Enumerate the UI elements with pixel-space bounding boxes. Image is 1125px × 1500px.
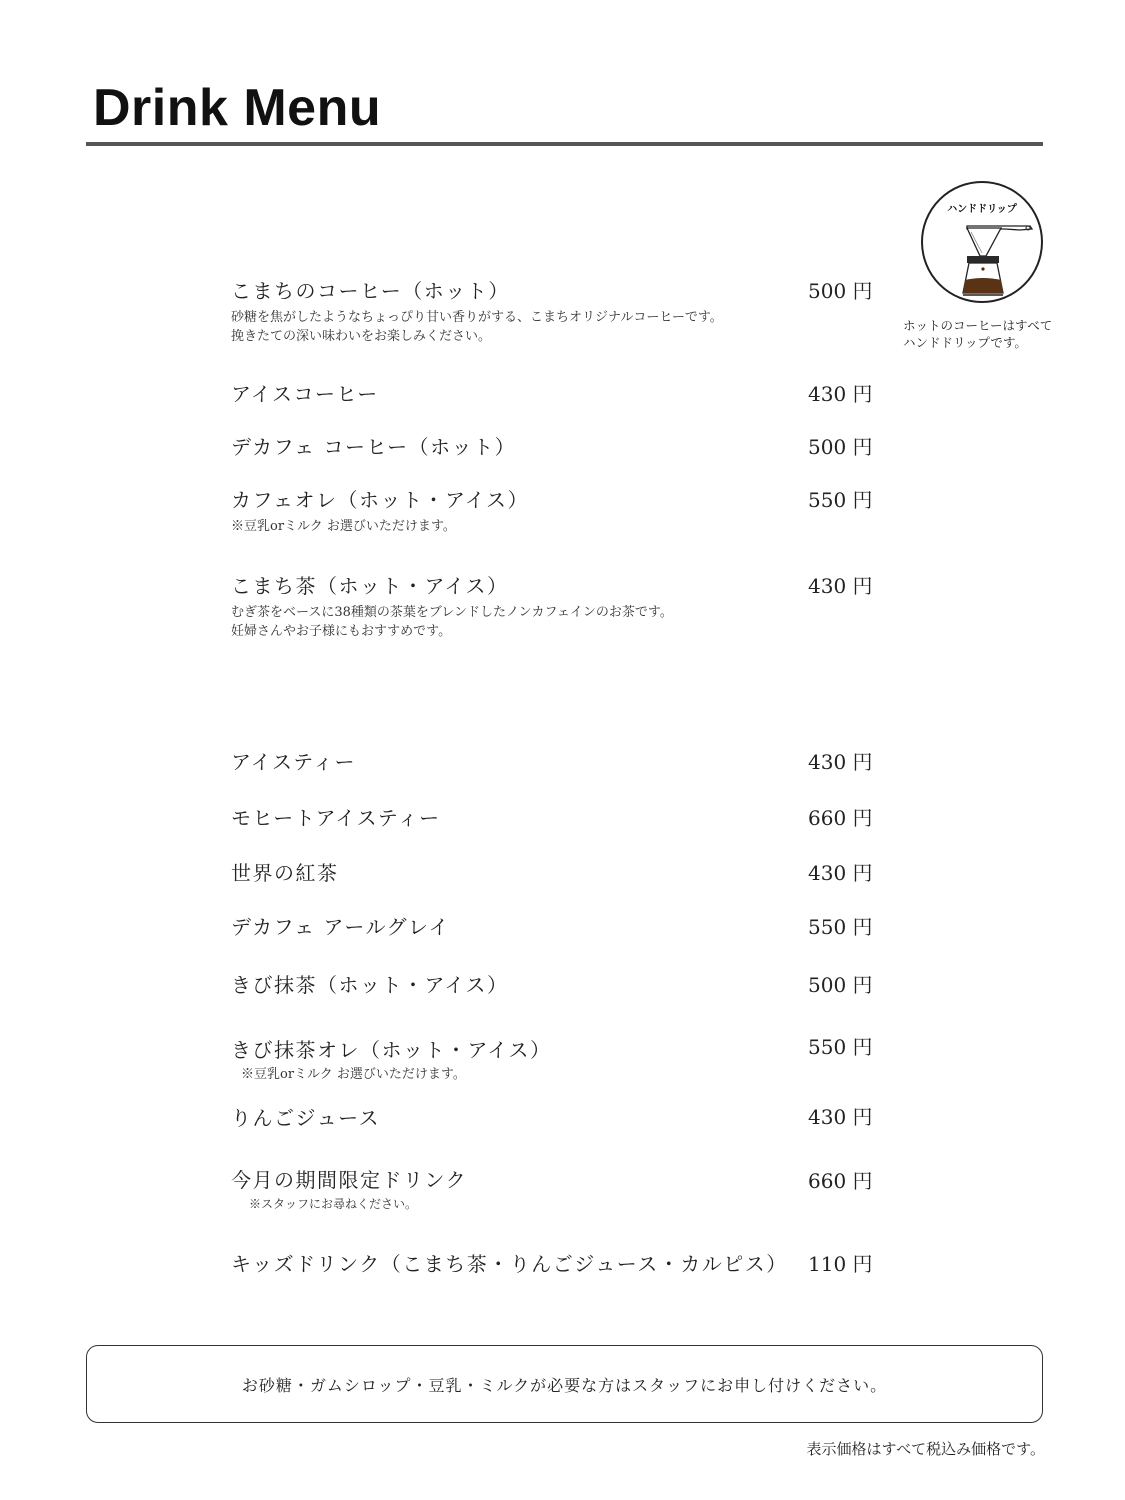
menu-item-name: キッズドリンク（こまち茶・りんごジュース・カルピス）	[231, 1252, 788, 1276]
badge-label: ハンドドリップ	[947, 204, 1017, 215]
menu-item-price: 110 円	[808, 1252, 873, 1276]
description-line: ※豆乳orミルク お選びいただけます。	[231, 519, 456, 534]
menu-item	[231, 969, 791, 998]
menu-item-name: 今月の期間限定ドリンク	[231, 1168, 468, 1192]
menu-item-name: デカフェ アールグレイ	[231, 915, 451, 939]
menu-item-price: 430 円	[808, 574, 873, 598]
menu-item-name: アイスティー	[231, 750, 356, 774]
menu-item-name: アイスコーヒー	[231, 382, 379, 406]
notice-text: お砂糖・ガムシロップ・豆乳・ミルクが必要な方はスタッフにお申し付けください。	[241, 1375, 888, 1395]
menu-item-name: りんごジュース	[231, 1106, 381, 1130]
menu-item	[231, 570, 791, 641]
badge-caption-line: ハンドドリップです。	[903, 335, 1027, 350]
hand-drip-badge	[921, 181, 1043, 303]
description-line: 挽きたての深い味わいをお楽しみください。	[231, 329, 492, 344]
menu-item-description	[241, 1065, 791, 1084]
menu-item	[231, 746, 791, 775]
menu-item	[231, 378, 791, 407]
menu-item	[231, 1102, 791, 1131]
menu-item-name: こまちのコーヒー（ホット）	[231, 279, 510, 303]
page-title: Drink Menu	[93, 79, 382, 137]
menu-item-price: 430 円	[808, 861, 873, 885]
menu-item-description	[231, 308, 791, 346]
menu-item-name: カフェオレ（ホット・アイス）	[231, 488, 529, 512]
menu-item-name: こまち茶（ホット・アイス）	[231, 574, 509, 598]
menu-item-description	[231, 517, 791, 536]
description-line: 妊婦さんやお子様にもおすすめです。	[231, 624, 452, 639]
menu-item	[231, 275, 791, 346]
menu-item-price: 500 円	[808, 973, 873, 997]
menu-item	[231, 1034, 791, 1084]
menu-item-description	[231, 603, 791, 641]
menu-item-price: 500 円	[808, 435, 873, 459]
menu-item-price: 550 円	[808, 915, 873, 939]
notice-box	[86, 1345, 1043, 1423]
menu-item-price: 660 円	[808, 806, 873, 830]
menu-item	[231, 1248, 791, 1277]
menu-item-price: 500 円	[808, 279, 873, 303]
description-line: むぎ茶をベースに38種類の茶葉をブレンドしたノンカフェインのお茶です。	[231, 605, 673, 620]
menu-item-name: きび抹茶オレ（ホット・アイス）	[231, 1038, 552, 1062]
menu-item-name: 世界の紅茶	[231, 861, 339, 885]
menu-item-price: 660 円	[808, 1169, 873, 1193]
menu-item	[231, 802, 791, 831]
menu-item-price: 430 円	[808, 382, 873, 406]
badge-caption	[903, 317, 1052, 351]
menu-item-description	[249, 1195, 791, 1214]
description-line: ※豆乳orミルク お選びいただけます。	[241, 1067, 466, 1082]
badge-caption-line: ホットのコーヒーはすべて	[903, 318, 1053, 333]
menu-item	[231, 911, 791, 940]
coffee-dripper-icon	[923, 183, 1041, 301]
menu-item	[231, 484, 791, 536]
description-line: 砂糖を焦がしたようなちょっぴり甘い香りがする、こまちオリジナルコーヒーです。	[231, 310, 723, 325]
menu-item-price: 430 円	[808, 1105, 873, 1129]
menu-item	[231, 1164, 791, 1214]
menu-item-name: モヒートアイスティー	[231, 806, 441, 830]
tax-note: 表示価格はすべて税込み価格です。	[806, 1440, 1045, 1458]
description-line: ※スタッフにお尋ねください。	[249, 1197, 418, 1211]
menu-item-name: デカフェ コーヒー（ホット）	[231, 435, 517, 459]
menu-item-price: 550 円	[808, 1035, 873, 1059]
menu-item	[231, 857, 791, 886]
menu-item-price: 430 円	[808, 750, 873, 774]
title-divider	[86, 142, 1043, 146]
menu-item	[231, 431, 791, 460]
menu-item-name: きび抹茶（ホット・アイス）	[231, 973, 509, 997]
menu-item-price: 550 円	[808, 488, 873, 512]
